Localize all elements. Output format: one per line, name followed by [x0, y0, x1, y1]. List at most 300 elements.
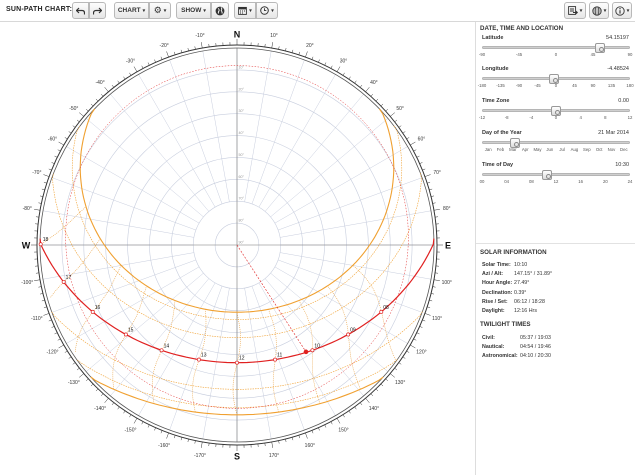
slider-tick-label: 45: [572, 83, 577, 88]
azimuth-tick: [188, 439, 189, 442]
azimuth-tick: [299, 435, 300, 438]
azimuth-tick: [343, 415, 345, 418]
azimuth-tick: [40, 196, 43, 197]
azimuth-tick: [91, 104, 93, 106]
latitude-value: 54.15197: [606, 35, 629, 41]
azimuth-tick: [312, 57, 313, 60]
day-of-year-label: Day of the Year: [482, 130, 522, 136]
slider-tick-label: -12: [478, 115, 486, 120]
twilight-info-row: [482, 344, 632, 352]
azimuth-label: -10°: [195, 33, 205, 40]
slider-tick-label: 24: [627, 179, 633, 184]
hour-label: 10: [314, 343, 320, 350]
day-of-year-ticks: [482, 147, 630, 153]
azimuth-tick: [420, 326, 423, 327]
slider-tick-label: -135: [496, 83, 505, 88]
slider-tick-label: Jan: [484, 147, 492, 152]
azimuth-tick: [272, 442, 273, 448]
redo-button[interactable]: [89, 2, 106, 19]
slider-tick-label: 12: [627, 115, 633, 120]
slider-tick-label: 90: [627, 52, 633, 57]
calendar-icon: [238, 6, 247, 15]
azimuth-line: [265, 94, 363, 211]
azimuth-tick: [427, 182, 430, 183]
azimuth-label: 70°: [433, 170, 441, 177]
azimuth-line: [252, 60, 304, 204]
azimuth-tick: [201, 42, 202, 48]
azimuth-label: -100°: [21, 279, 34, 286]
azimuth-tick: [105, 87, 109, 92]
azimuth-tick: [167, 51, 169, 57]
azimuth-tick: [134, 418, 137, 423]
toolbar-title: SUN-PATH CHART:: [6, 6, 73, 13]
panel-divider: [476, 243, 635, 244]
altitude-label: 50°: [238, 152, 244, 157]
slider-tick-label: Sep: [583, 147, 591, 152]
azimuth-label: 100°: [441, 279, 452, 286]
solar-info-key: Daylight:: [482, 308, 505, 314]
azimuth-tick: [49, 320, 52, 321]
slider-tick-label: Mar: [509, 147, 517, 152]
world-icon: [592, 6, 602, 16]
solar-info-value: 27.49°: [514, 280, 530, 287]
azimuth-line: [280, 253, 431, 280]
azimuth-tick: [429, 300, 432, 301]
chart-menu-button[interactable]: [114, 2, 149, 19]
azimuth-label: -150°: [124, 427, 137, 434]
calendar-button[interactable]: [234, 2, 256, 19]
slider-tick-label: -45: [515, 52, 523, 57]
solar-info-row: [482, 299, 632, 307]
azimuth-tick: [381, 384, 383, 386]
azimuth-tick: [403, 357, 405, 359]
azimuth-tick: [142, 422, 143, 425]
latitude-label: Latitude: [482, 35, 504, 41]
azimuth-tick: [101, 394, 103, 396]
azimuth-label: 80°: [442, 206, 451, 213]
azimuth-tick: [331, 422, 332, 425]
azimuth-tick: [371, 94, 373, 96]
azimuth-label: -160°: [158, 443, 171, 450]
azimuth-label: 140°: [368, 406, 380, 413]
azimuth-label: -110°: [31, 315, 43, 322]
longitude-value: -4.48524: [607, 66, 629, 72]
twilight-info-key: Nautical:: [482, 344, 505, 351]
azimuth-tick: [181, 437, 182, 440]
hour-label: 09: [350, 327, 356, 334]
slider-tick-label: May: [533, 147, 542, 152]
compass-n: N: [233, 29, 241, 40]
hour-label: 08: [383, 304, 389, 311]
azimuth-tick: [43, 313, 49, 315]
azimuth-tick: [399, 363, 401, 365]
twilight-info-row: [482, 335, 632, 343]
azimuth-tick: [201, 442, 202, 448]
azimuth-tick: [434, 209, 440, 210]
azimuth-label: -50°: [69, 106, 79, 113]
azimuth-tick: [318, 60, 319, 63]
azimuth-tick: [154, 60, 155, 63]
azimuth-label: 110°: [432, 315, 443, 322]
solar-info-value: 10:10: [514, 262, 528, 268]
azimuth-tick: [376, 389, 378, 391]
slider-tick-label: 90: [590, 83, 596, 88]
solar-info-key: Solar Time:: [482, 262, 511, 268]
azimuth-tick: [299, 52, 300, 55]
azimuth-tick: [161, 430, 162, 433]
hour-label: 12: [239, 355, 245, 362]
azimuth-tick: [433, 287, 436, 288]
azimuth-label: -20°: [159, 42, 169, 49]
azimuth-tick: [407, 137, 410, 139]
twilight-info-value: 04:54 / 19:46: [520, 344, 551, 351]
azimuth-tick: [58, 150, 61, 151]
azimuth-tick: [331, 66, 332, 69]
azimuth-label: -130°: [67, 379, 80, 386]
azimuth-tick: [73, 126, 75, 128]
solar-info-row: [482, 262, 632, 270]
solar-info-value: 06:12 / 18:28: [514, 298, 545, 305]
azimuth-label: -60°: [47, 136, 58, 143]
slider-tick-label: 0: [554, 83, 558, 88]
slider-tick-label: -8: [504, 115, 509, 120]
hour-line: [299, 301, 320, 404]
solar-section-title: SOLAR INFORMATION: [480, 249, 547, 256]
azimuth-label: -80°: [22, 206, 32, 213]
azimuth-tick: [79, 374, 84, 378]
azimuth-tick: [349, 411, 351, 413]
azimuth-tick: [112, 403, 114, 405]
azimuth-tick: [49, 169, 52, 170]
azimuth-tick: [69, 357, 71, 359]
azimuth-tick: [118, 81, 120, 83]
azimuth-label: 60°: [417, 136, 426, 143]
azimuth-tick: [42, 300, 45, 301]
azimuth-label: -170°: [194, 452, 207, 459]
azimuth-tick: [142, 66, 143, 69]
azimuth-tick: [305, 51, 307, 57]
clock-button[interactable]: [256, 2, 278, 19]
twilight-info-value: 04:10 / 20:30: [520, 353, 551, 360]
twilight-info-row: [482, 353, 632, 361]
solar-info-row: [482, 280, 632, 288]
azimuth-tick: [272, 42, 273, 48]
hour-label: 13: [200, 352, 207, 359]
compass-e: E: [444, 240, 452, 251]
day-of-year-value: 21 Mar 2014: [598, 130, 629, 136]
slider-tick-label: 135: [607, 83, 616, 88]
azimuth-tick: [44, 307, 47, 308]
solar-info-key: Declination:: [482, 289, 513, 296]
azimuth-tick: [349, 77, 351, 79]
compass-w: W: [21, 240, 31, 251]
azimuth-tick: [129, 73, 131, 76]
hour-label: 18: [42, 237, 49, 244]
altitude-label: 60°: [238, 174, 244, 179]
azimuth-tick: [96, 99, 98, 101]
sun-paths: [39, 66, 434, 415]
hour-label: 16: [94, 304, 101, 311]
azimuth-tick: [181, 50, 182, 53]
azimuth-tick: [417, 333, 420, 334]
longitude-slider[interactable]: [482, 77, 630, 80]
azimuth-tick: [52, 326, 55, 327]
chevron-down-icon: ▾: [203, 7, 206, 14]
slider-tick-label: 16: [578, 179, 584, 184]
azimuth-label: 170°: [268, 452, 280, 459]
azimuth-tick: [318, 428, 319, 431]
info-panel: [475, 22, 635, 475]
azimuth-tick: [118, 407, 120, 409]
azimuth-label: -70°: [32, 170, 42, 177]
azimuth-label: 40°: [370, 79, 378, 86]
altitude-label: 70°: [238, 196, 244, 201]
time-of-day-label: Time of Day: [482, 162, 514, 168]
globe-icon: [215, 6, 225, 16]
azimuth-line: [110, 94, 208, 211]
azimuth-tick: [43, 175, 49, 177]
time-of-day-slider[interactable]: [482, 173, 630, 176]
day-of-year-slider[interactable]: [482, 141, 630, 144]
azimuth-label: -140°: [94, 406, 107, 413]
export-button[interactable]: [564, 2, 586, 19]
twilight-info-key: Civil:: [482, 335, 495, 341]
azimuth-label: 160°: [304, 443, 316, 450]
sun-path-chart[interactable]: [0, 22, 475, 475]
azimuth-tick: [174, 435, 175, 438]
slider-tick-label: 45: [590, 52, 596, 57]
azimuth-tick: [123, 77, 125, 79]
slider-tick-label: 00: [479, 179, 485, 184]
azimuth-tick: [434, 280, 440, 281]
azimuth-tick: [195, 46, 196, 49]
azimuth-tick: [112, 85, 114, 87]
solar-info-key: Hour Angle:: [482, 280, 513, 287]
azimuth-line: [271, 118, 388, 216]
slider-tick-label: 0: [554, 52, 558, 57]
longitude-ticks: [477, 83, 634, 89]
azimuth-tick: [161, 57, 162, 60]
undo-icon: [76, 7, 85, 15]
slider-tick-label: -45: [534, 83, 541, 88]
altitude-label: 20°: [238, 87, 244, 92]
azimuth-tick: [105, 398, 109, 403]
azimuth-tick: [337, 67, 340, 72]
azimuth-tick: [59, 142, 64, 145]
azimuth-tick: [285, 439, 286, 442]
azimuth-tick: [292, 50, 293, 53]
azimuth-tick: [59, 345, 64, 348]
timezone-ticks: [478, 115, 633, 121]
azimuth-tick: [366, 87, 370, 92]
hour-label: 17: [65, 274, 72, 281]
azimuth-label: 20°: [306, 42, 314, 49]
slider-tick-label: Oct: [595, 147, 603, 152]
slider-tick-label: -180: [477, 83, 487, 88]
info-button[interactable]: [612, 2, 632, 19]
chevron-down-icon: ▾: [163, 7, 167, 14]
azimuth-label: 50°: [396, 106, 404, 113]
azimuth-tick: [279, 441, 280, 444]
slider-tick-label: Jul: [559, 147, 565, 152]
chevron-down-icon: ▾: [626, 7, 630, 14]
azimuth-line: [280, 211, 431, 238]
show-menu-label: SHOW: [181, 7, 202, 14]
chevron-down-icon: ▾: [579, 7, 583, 14]
slider-tick-label: 04: [504, 179, 510, 184]
date-section-title: DATE, TIME AND LOCATION: [480, 25, 564, 32]
altitude-label: 90°: [238, 240, 244, 245]
slider-tick-label: 4: [579, 115, 582, 120]
chevron-down-icon: ▾: [603, 7, 607, 14]
solar-info-row: [482, 290, 632, 298]
azimuth-tick: [355, 81, 357, 83]
azimuth-label: 130°: [394, 379, 406, 386]
azimuth-tick: [134, 67, 137, 72]
slider-tick-label: Aug: [570, 147, 579, 152]
slider-tick-label: -90: [478, 52, 486, 57]
azimuth-tick: [366, 398, 370, 403]
azimuth-tick: [86, 109, 88, 111]
azimuth-tick: [91, 384, 93, 386]
globe-view-button[interactable]: [211, 2, 229, 19]
solar-info-row: [482, 271, 632, 279]
azimuth-tick: [386, 379, 388, 381]
undo-button[interactable]: [72, 2, 89, 19]
slider-tick-label: 20: [602, 179, 608, 184]
redo-icon: [93, 7, 102, 15]
altitude-label: 10°: [238, 65, 244, 70]
azimuth-label: 120°: [416, 349, 427, 356]
azimuth-tick: [390, 113, 395, 117]
timezone-slider[interactable]: [482, 109, 630, 112]
azimuth-tick: [433, 203, 436, 204]
azimuth-tick: [44, 182, 47, 183]
slider-tick-label: 180: [626, 83, 634, 88]
azimuth-tick: [167, 433, 169, 439]
azimuth-tick: [73, 363, 75, 365]
azimuth-tick: [429, 189, 432, 190]
azimuth-tick: [42, 189, 45, 190]
azimuth-tick: [422, 169, 425, 170]
azimuth-tick: [390, 374, 395, 378]
azimuth-tick: [395, 368, 397, 370]
settings-button[interactable]: [149, 2, 171, 19]
altitude-label: 40°: [238, 131, 244, 136]
azimuth-tick: [77, 368, 79, 370]
show-menu-button[interactable]: [176, 2, 211, 19]
azimuth-label: 10°: [270, 33, 278, 40]
azimuth-tick: [420, 162, 423, 163]
azimuth-tick: [129, 415, 131, 418]
time-of-day-ticks: [479, 179, 633, 185]
altitude-label: 30°: [238, 109, 244, 114]
time-of-day-value: 10:30: [615, 162, 629, 168]
azimuth-tick: [431, 293, 434, 294]
azimuth-tick: [360, 85, 362, 87]
azimuth-tick: [55, 156, 58, 157]
azimuth-label: 30°: [339, 58, 348, 65]
info-icon: [615, 6, 625, 16]
azimuth-tick: [414, 150, 417, 151]
azimuth-line: [86, 118, 203, 216]
longitude-label: Longitude: [482, 66, 509, 72]
azimuth-tick: [86, 379, 88, 381]
sun-path-diagram[interactable]: [0, 22, 475, 475]
azimuth-tick: [34, 209, 40, 210]
slider-tick-label: 12: [553, 179, 559, 184]
azimuth-tick: [154, 428, 155, 431]
latitude-ticks: [478, 52, 633, 58]
toolbar: [0, 0, 635, 22]
azimuth-tick: [148, 63, 149, 66]
slider-tick-label: Dec: [620, 147, 628, 152]
azimuth-line: [170, 60, 222, 204]
azimuth-tick: [188, 48, 189, 51]
slider-tick-label: -4: [529, 115, 534, 120]
azimuth-tick: [427, 307, 430, 308]
azimuth-tick: [52, 162, 55, 163]
slider-tick-label: Jun: [546, 147, 554, 152]
azimuth-tick: [195, 441, 196, 444]
azimuth-label: 150°: [338, 427, 349, 434]
slider-tick-label: -90: [515, 83, 523, 88]
azimuth-tick: [381, 104, 383, 106]
azimuth-tick: [343, 73, 345, 76]
azimuth-tick: [38, 287, 41, 288]
azimuth-line: [203, 51, 230, 202]
altitude-label: 80°: [238, 218, 244, 223]
azimuth-tick: [376, 99, 378, 101]
azimuth-tick: [325, 63, 326, 66]
language-button[interactable]: [589, 2, 609, 19]
latitude-slider[interactable]: [482, 46, 630, 49]
solar-info-value: 147.15° / 31.89°: [514, 271, 553, 278]
azimuth-tick: [312, 430, 313, 433]
azimuth-tick: [325, 425, 326, 428]
hour-label: 11: [277, 352, 283, 359]
azimuth-tick: [77, 120, 79, 122]
azimuth-tick: [34, 280, 40, 281]
twilight-info-value: 05:37 / 19:03: [520, 335, 551, 341]
solar-info-value: 12:16 Hrs: [514, 308, 537, 314]
azimuth-tick: [174, 52, 175, 55]
hour-label: 14: [163, 343, 170, 350]
azimuth-label: -30°: [125, 58, 136, 65]
hour-line: [353, 265, 396, 359]
azimuth-tick: [337, 418, 340, 423]
azimuth-tick: [292, 437, 293, 440]
azimuth-tick: [425, 175, 431, 177]
clock-icon: [260, 6, 269, 15]
slider-tick-label: Feb: [496, 147, 505, 152]
azimuth-tick: [69, 131, 71, 133]
azimuth-tick: [101, 94, 103, 96]
azimuth-tick: [431, 196, 434, 197]
sun-direction-line: [237, 245, 306, 352]
azimuth-tick: [40, 293, 43, 294]
chevron-down-icon: ▾: [249, 7, 252, 14]
azimuth-line: [43, 211, 194, 238]
azimuth-tick: [403, 131, 405, 133]
solar-info-key: Rise / Set:: [482, 298, 508, 305]
slider-tick-label: 8: [604, 115, 607, 120]
hour-label: 15: [127, 327, 134, 334]
azimuth-line: [170, 286, 222, 430]
azimuth-tick: [65, 137, 68, 139]
timezone-label: Time Zone: [482, 98, 510, 104]
azimuth-tick: [395, 120, 397, 122]
